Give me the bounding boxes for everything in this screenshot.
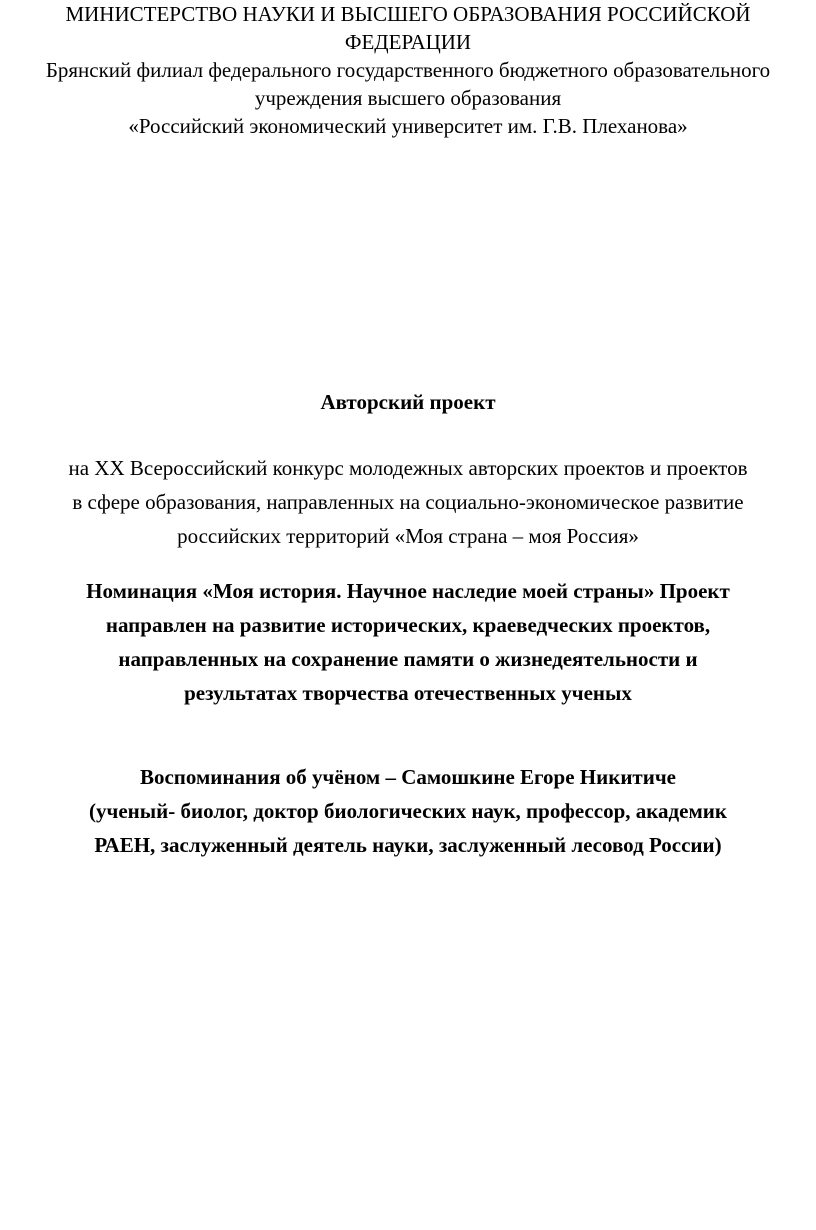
- header-line-ministry: МИНИСТЕРСТВО НАУКИ И ВЫСШЕГО ОБРАЗОВАНИЯ РОССИЙСКОЙ: [65, 2, 751, 26]
- header-line-university: «Российский экономический университет им. Г.В. Плеханова»: [128, 114, 688, 138]
- title-text: Авторский проект: [320, 390, 496, 414]
- contest-line-3: российских территорий «Моя страна – моя Россия»: [177, 524, 639, 548]
- topic-line-1: Воспоминания об учёном – Самошкине Егоре Никитиче: [139, 765, 677, 789]
- header-line-federation: ФЕДЕРАЦИИ: [344, 30, 472, 54]
- topic-line-3: РАЕН, заслуженный деятель науки, заслуженный лесовод России): [94, 833, 722, 857]
- contest-description: [0, 451, 816, 553]
- nomination-line-2: направлен на развитие исторических, краеведческих проектов,: [105, 613, 711, 637]
- contest-line-1: на XX Всероссийский конкурс молодежных авторских проектов и проектов: [68, 456, 748, 480]
- contest-line-2: в сфере образования, направленных на социально-экономическое развитие: [72, 490, 744, 514]
- header-line-institution-type: учреждения высшего образования: [254, 86, 562, 110]
- nomination-line-1: Номинация «Моя история. Научное наследие моей страны» Проект: [86, 579, 730, 603]
- nomination-line-3: направленных на сохранение памяти о жизнедеятельности и: [118, 647, 698, 671]
- project-topic: [0, 760, 816, 862]
- header-line-branch: Брянский филиал федерального государственного бюджетного образовательного: [45, 58, 771, 82]
- nomination-line-4: результатах творчества отечественных ученых: [184, 681, 632, 705]
- document-title: [0, 388, 816, 416]
- topic-line-2: (ученый- биолог, доктор биологических наук, профессор, академик: [89, 799, 727, 823]
- nomination-section: [0, 574, 816, 710]
- institution-header: [0, 0, 816, 140]
